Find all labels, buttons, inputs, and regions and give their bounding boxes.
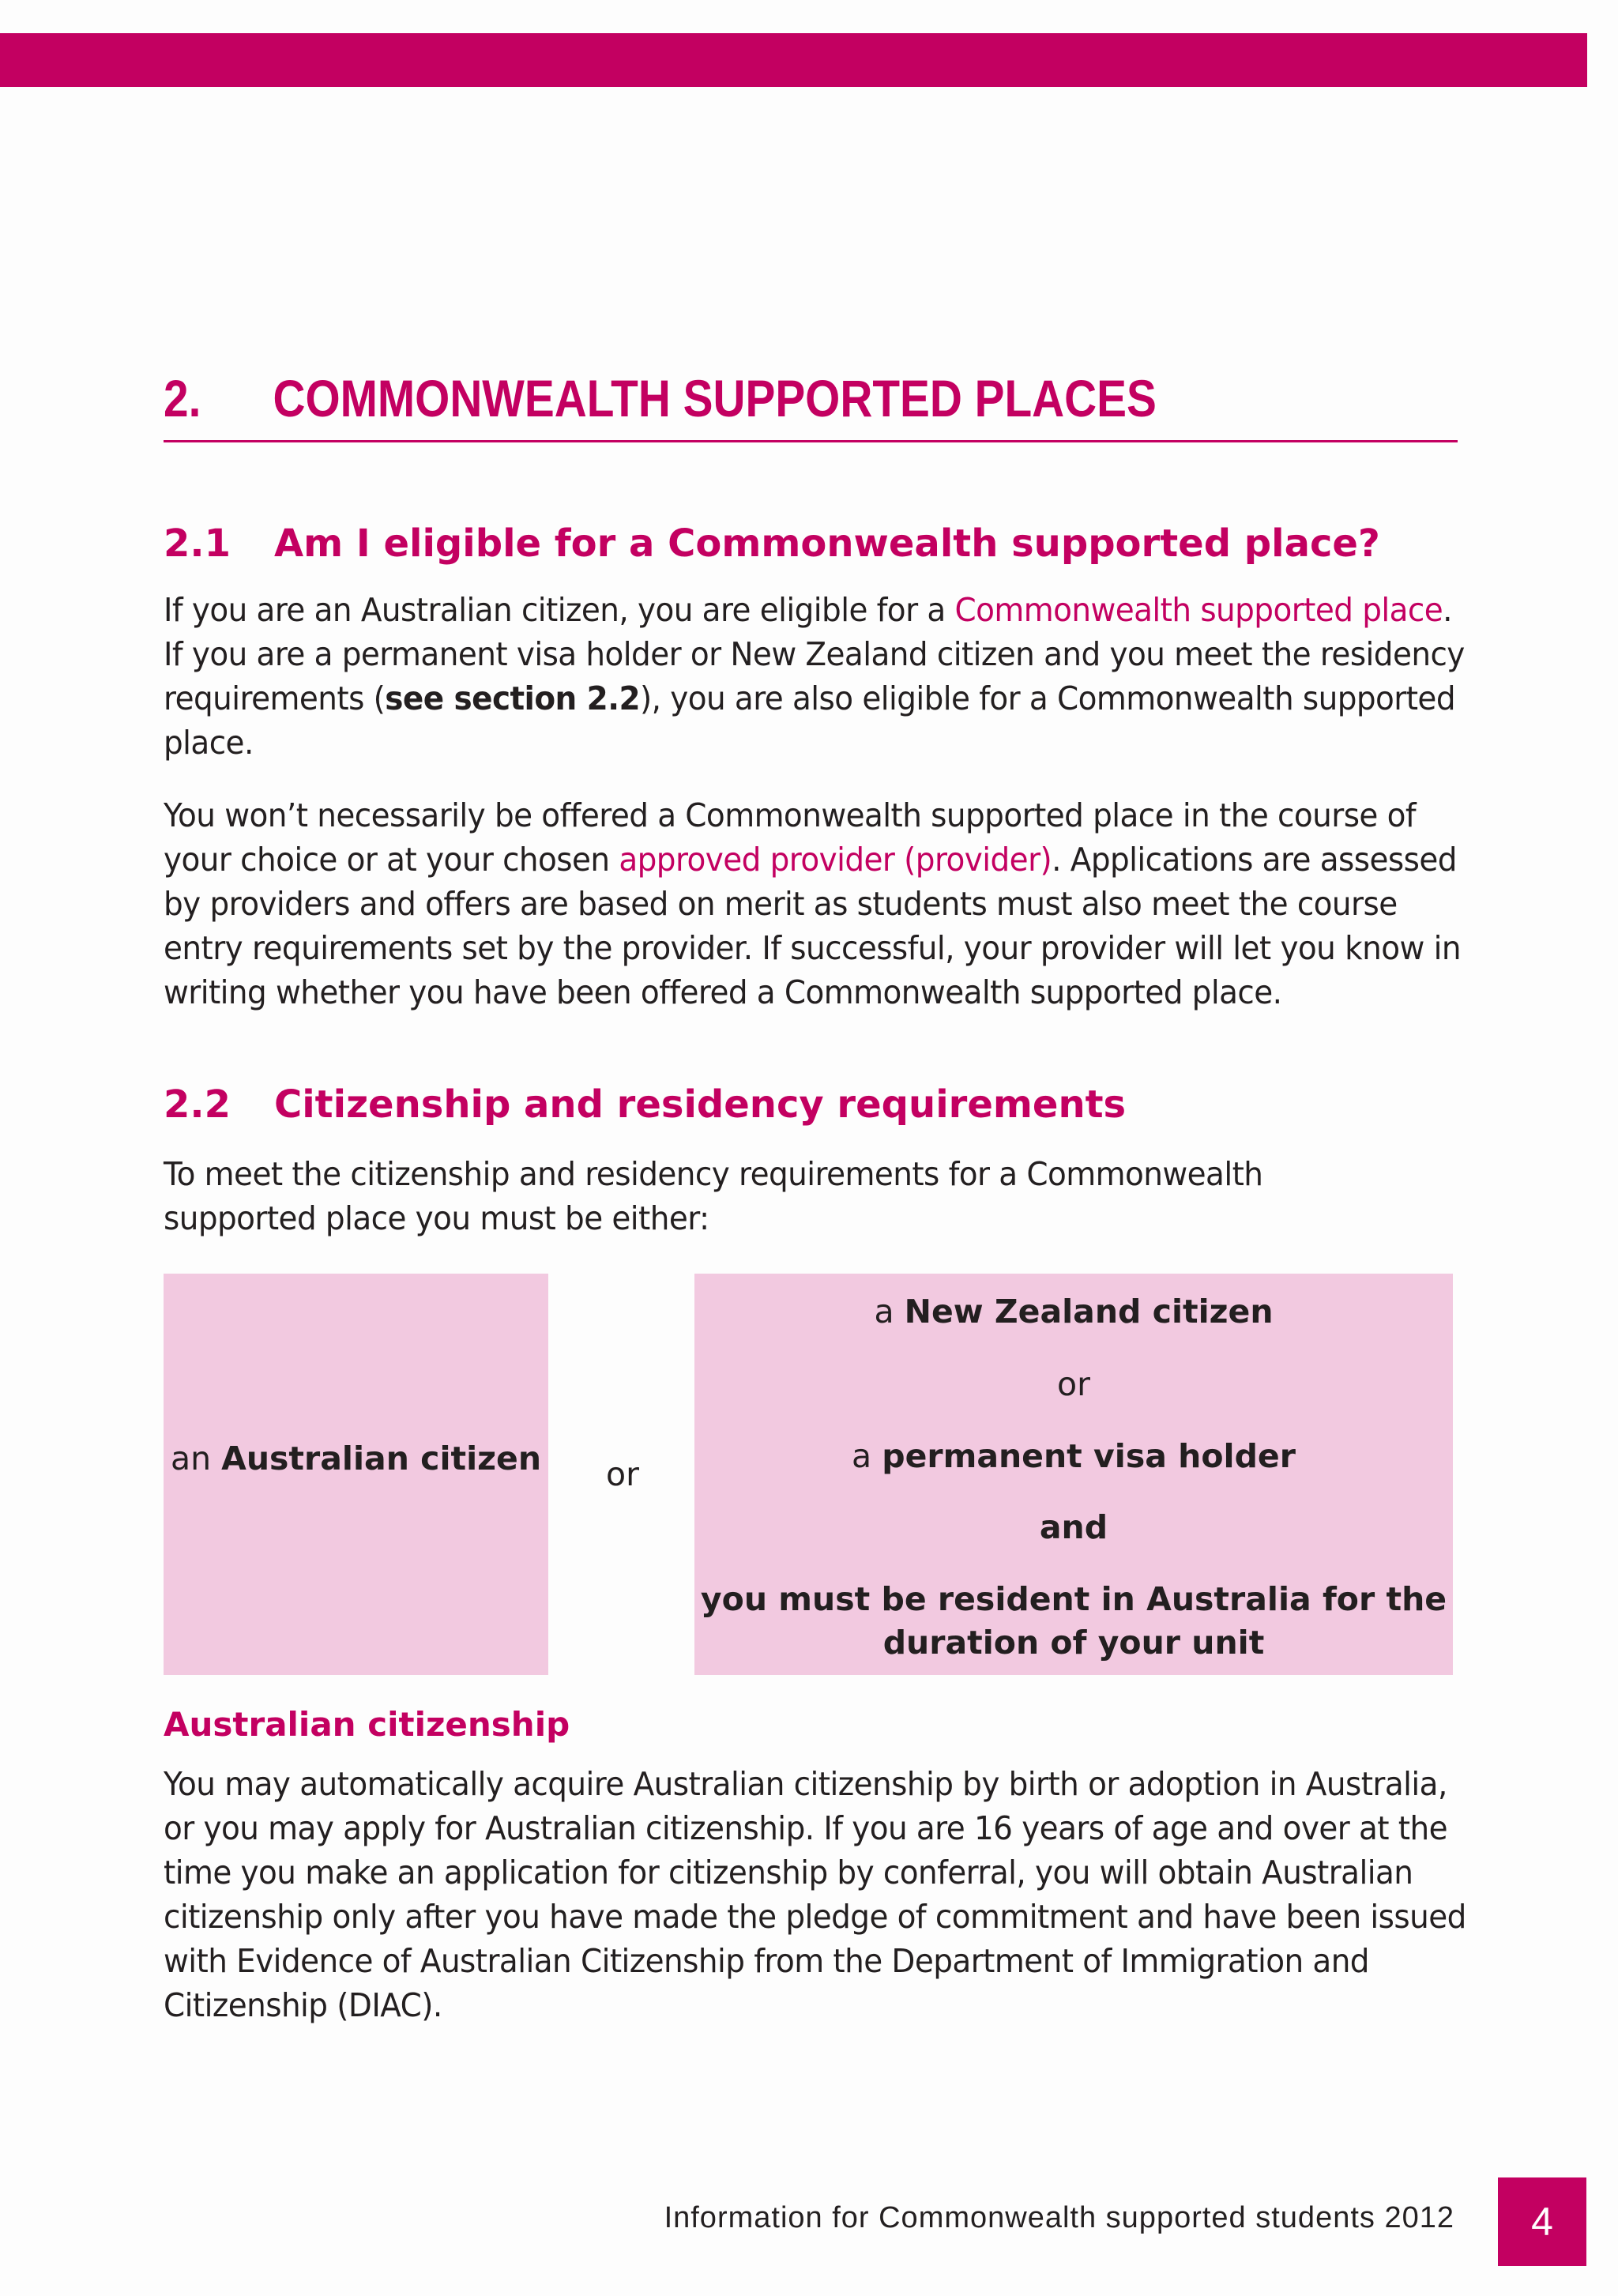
permanent-visa-line <box>694 1437 1453 1475</box>
eligibility-text-1: If you are an Australian citizen, you are eligible for a <box>164 591 955 629</box>
or-connector: or <box>606 1455 639 1493</box>
page-number: 4 <box>1531 2200 1553 2244</box>
section-heading <box>164 368 1277 428</box>
offer-paragraph <box>164 793 1473 1014</box>
section-number: 2. <box>164 369 201 427</box>
subsection-2-2-heading <box>164 1082 1126 1127</box>
nz-prefix: a <box>874 1293 905 1331</box>
right-or-line: or <box>1057 1365 1090 1403</box>
subsection-2-1-title: Am I eligible for a Commonwealth supported place? <box>274 521 1380 566</box>
subsection-2-2-number: 2.2 <box>164 1082 231 1127</box>
subsection-2-2-title: Citizenship and residency requirements <box>274 1082 1127 1127</box>
offer-text-2: . Applications are assessed by providers and offers are based on merit as students must also meet the course entry requirements set by the provider. If successful, your provider will let you know in writing whether you have been offered a Commonwealth supported place. <box>164 841 1461 1011</box>
resident-line-1: you must be resident in Australia for the <box>700 1580 1447 1618</box>
australian-citizen-label <box>171 1440 541 1477</box>
top-color-band <box>0 33 1587 87</box>
nz-bold: New Zealand citizen <box>904 1293 1274 1331</box>
eligibility-text-3: ), you are also eligible for a Commonwealth supported place. <box>164 679 1455 762</box>
commonwealth-supported-place-link[interactable]: Commonwealth supported place <box>954 591 1443 629</box>
australian-citizenship-heading: Australian citizenship <box>164 1705 570 1744</box>
see-section-2-2-ref: see section 2.2 <box>385 679 640 717</box>
australian-citizenship-paragraph: You may automatically acquire Australian citizenship by birth or adoption in Australia, or you may apply for Australian citizenship. If you are 16 years of age and over at the time you make an application for citizenship by conferral, you will obtain Australian citizenship only after you have made the pledge of commitment and have been issued with Evidence of Australian Citizenship from the Department of Immigration and Citizenship (DIAC). <box>164 1765 1466 2024</box>
nz-citizen-line <box>694 1293 1453 1331</box>
page-number-badge <box>1498 2177 1586 2266</box>
section-title: COMMONWEALTH SUPPORTED PLACES <box>273 369 1157 427</box>
approved-provider-link[interactable]: approved provider (provider) <box>619 841 1052 879</box>
offer-text-1: You won’t necessarily be offered a Commonwealth supported place in the course of your choice or at your chosen <box>164 796 1417 879</box>
and-line: and <box>1039 1508 1108 1546</box>
resident-line-2: duration of your unit <box>882 1624 1265 1662</box>
australian-citizen-box <box>164 1274 548 1675</box>
subsection-2-1-number: 2.1 <box>164 521 231 566</box>
requirements-intro: To meet the citizenship and residency requirements for a Commonwealth supported place you must be either: <box>164 1155 1263 1237</box>
left-box-prefix: an <box>170 1440 222 1477</box>
pv-bold: permanent visa holder <box>882 1437 1296 1475</box>
pv-prefix: a <box>852 1437 882 1475</box>
footer-document-title: Information for Commonwealth supported students 2012 <box>664 2201 1454 2234</box>
eligibility-text-2: . If you are a permanent visa holder or New Zealand citizen and you meet the residency requirements ( <box>164 591 1465 717</box>
section-heading-rule <box>164 440 1458 442</box>
nz-or-visa-box <box>694 1274 1453 1675</box>
eligibility-paragraph <box>164 588 1466 765</box>
subsection-2-1-heading <box>164 521 1380 566</box>
left-box-bold: Australian citizen <box>221 1440 542 1477</box>
